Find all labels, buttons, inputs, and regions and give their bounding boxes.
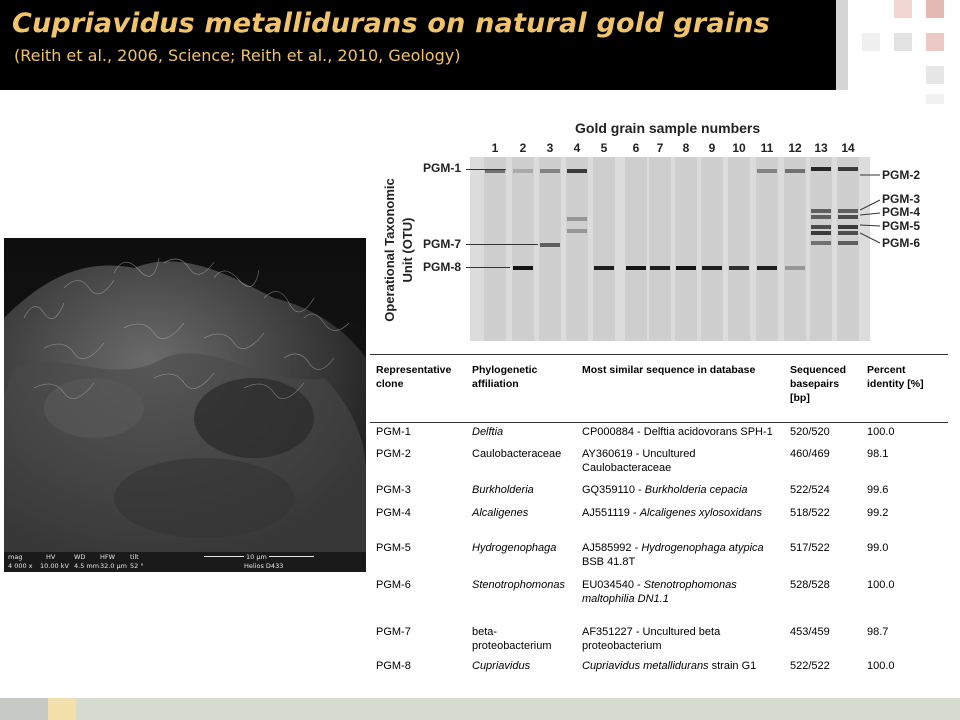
cell-basepairs: 528/528 (790, 579, 830, 591)
cell-affiliation: Stenotrophomonas (472, 579, 565, 591)
sem-caption-mag-value: 4 000 x (8, 562, 33, 570)
cell-basepairs: 517/522 (790, 542, 830, 554)
gel-lane-number: 9 (708, 141, 716, 155)
cell-basepairs: 460/469 (790, 448, 830, 460)
sem-caption-wd-label: WD (74, 553, 86, 561)
gel-band (626, 266, 646, 270)
deco-square (926, 94, 944, 104)
cell-identity: 99.2 (867, 507, 889, 519)
gel-lane (837, 157, 859, 341)
cell-identity: 98.7 (867, 626, 889, 638)
gel-lane-number: 5 (600, 141, 608, 155)
cell-clone: PGM-4 (376, 507, 411, 519)
cell-identity: 100.0 (867, 426, 895, 438)
gel-lane-number: 1 (491, 141, 499, 155)
gel-band (757, 266, 777, 270)
gel-band (757, 169, 777, 173)
cell-affiliation: Cupriavidus (472, 660, 531, 672)
th-affiliation: Phylogenetic affiliation (472, 364, 538, 390)
cell-identity: 98.1 (867, 448, 889, 460)
deco-square (894, 33, 912, 51)
gel-title: Gold grain sample numbers (575, 120, 761, 136)
cell-affiliation: Hydrogenophaga (472, 542, 557, 554)
gel-lane-number: 2 (519, 141, 527, 155)
gel-band (811, 231, 831, 235)
sem-caption-wd-value: 4.5 mm (74, 562, 100, 570)
gel-lane (701, 157, 723, 341)
cell-sequence: AJ585992 - Hydrogenophaga atypica BSB 41.8T (582, 542, 764, 568)
gel-lane-number: 13 (814, 141, 828, 155)
cell-sequence: Cupriavidus metallidurans strain G1 (582, 660, 757, 672)
cell-affiliation: Caulobacteraceae (472, 448, 562, 460)
sem-caption-mag-label: mag (8, 553, 23, 561)
cell-sequence: AY360619 - Uncultured Caulobacteraceae (582, 448, 696, 474)
cell-clone: PGM-1 (376, 426, 411, 438)
gel-lane (675, 157, 697, 341)
gel-yaxis-label (380, 160, 420, 340)
gel-label-pgm-8: PGM-8 (423, 260, 462, 274)
cell-clone: PGM-3 (376, 484, 411, 496)
sem-caption-tilt-value: 52 ° (130, 562, 144, 570)
cell-sequence: EU034540 - Stenotrophomonas maltophilia DN1.1 (582, 579, 737, 605)
gel-lane (649, 157, 671, 341)
gel-label-pgm-3: PGM-3 (882, 192, 921, 206)
gel-band (811, 209, 831, 213)
gel-lane (784, 157, 806, 341)
cell-basepairs: 520/520 (790, 426, 830, 438)
cell-affiliation: Delftia (472, 426, 504, 438)
gel-band (838, 209, 858, 213)
slide-title: Cupriavidus metallidurans on natural gold grains (12, 8, 770, 39)
gel-band (513, 169, 533, 173)
gel-label-pgm-6: PGM-6 (882, 236, 921, 250)
gel-band (838, 231, 858, 235)
table-header-rule (370, 422, 948, 423)
gel-band (811, 241, 831, 245)
sem-caption-hfw-label: HFW (100, 553, 116, 561)
title-bar-edge (836, 0, 848, 90)
gel-lane (728, 157, 750, 341)
cell-identity: 99.0 (867, 542, 889, 554)
gel-lane-number: 10 (732, 141, 746, 155)
th-identity: Percent identity [%] (867, 364, 924, 390)
gel-lane (539, 157, 561, 341)
gel-yaxis-line1: Operational Taxonomic (382, 178, 397, 322)
gel-band (785, 266, 805, 270)
sem-micrograph (4, 238, 366, 572)
gel-band (838, 167, 858, 171)
cell-affiliation: Burkholderia (472, 484, 534, 496)
deco-square (926, 66, 944, 84)
cell-identity: 100.0 (867, 579, 895, 591)
footer-block (0, 698, 48, 720)
sem-caption (4, 552, 366, 572)
gel-yaxis-svg (380, 160, 420, 340)
gel-label-pgm-2: PGM-2 (882, 168, 921, 182)
gel-band (811, 215, 831, 219)
gel-band (513, 266, 533, 270)
gel-band (838, 225, 858, 229)
gel-band (785, 169, 805, 173)
gel-band (540, 243, 560, 247)
cell-sequence: AF351227 - Uncultured beta proteobacterium (582, 626, 721, 652)
dgge-gel (470, 157, 870, 341)
instrument-label: Helios D433 (244, 562, 284, 570)
gel-band (676, 266, 696, 270)
deco-square (926, 0, 944, 18)
sem-caption-tilt-label: tilt (130, 553, 139, 561)
cell-basepairs: 522/524 (790, 484, 830, 496)
sem-caption-hfw-value: 32.0 μm (100, 562, 128, 570)
gel-band (729, 266, 749, 270)
sem-texture (4, 238, 366, 552)
th-basepairs: Sequenced basepairs [bp] (790, 364, 847, 404)
cell-sequence: CP000884 - Delftia acidovorans SPH-1 (582, 426, 773, 438)
cell-identity: 99.6 (867, 484, 889, 496)
cell-sequence: GQ359110 - Burkholderia cepacia (582, 484, 748, 496)
gel-band (594, 266, 614, 270)
cell-identity: 100.0 (867, 660, 895, 672)
gel-lane (512, 157, 534, 341)
cell-clone: PGM-8 (376, 660, 411, 672)
gel-band (811, 167, 831, 171)
gel-label-pgm-7: PGM-7 (423, 237, 462, 251)
gel-label-pgm-1: PGM-1 (423, 161, 462, 175)
gel-lane (593, 157, 615, 341)
gel-band (567, 169, 587, 173)
cell-basepairs: 518/522 (790, 507, 830, 519)
gel-lane-number: 7 (656, 141, 664, 155)
leader-pgm-7 (466, 244, 538, 245)
gel-lane (625, 157, 647, 341)
gel-lane-number: 6 (632, 141, 640, 155)
scale-bar-label: 10 μm (246, 553, 267, 561)
footer-bar (0, 698, 960, 720)
gel-lane (756, 157, 778, 341)
deco-square (926, 33, 944, 51)
gel-lane (810, 157, 832, 341)
gel-band (838, 241, 858, 245)
cell-clone: PGM-7 (376, 626, 411, 638)
leader-pgm-1 (466, 169, 506, 170)
gel-lane-number: 3 (546, 141, 554, 155)
gel-lane-number: 11 (760, 141, 774, 155)
gel-lane-number: 14 (841, 141, 855, 155)
gel-band (567, 229, 587, 233)
deco-square (894, 0, 912, 18)
cell-sequence: AJ551119 - Alcaligenes xylosoxidans (582, 507, 762, 519)
cell-basepairs: 453/459 (790, 626, 830, 638)
sem-caption-hv-value: 10.00 kV (40, 562, 69, 570)
cell-clone: PGM-2 (376, 448, 411, 460)
gel-band (702, 266, 722, 270)
cell-clone: PGM-5 (376, 542, 411, 554)
gel-label-pgm-4: PGM-4 (882, 205, 921, 219)
deco-square (862, 33, 880, 51)
gel-band (540, 169, 560, 173)
th-sequence: Most similar sequence in database (582, 364, 756, 376)
leader-pgm-8 (466, 267, 510, 268)
sem-caption-hv-label: HV (46, 553, 56, 561)
cell-affiliation: Alcaligenes (472, 507, 529, 519)
gel-lane-number: 12 (788, 141, 802, 155)
footer-accent-block (48, 698, 76, 720)
gel-lane-number: 8 (682, 141, 690, 155)
gel-band (838, 215, 858, 219)
gel-lane (566, 157, 588, 341)
gel-band (567, 217, 587, 221)
gel-lane-number: 4 (573, 141, 581, 155)
gel-label-pgm-5: PGM-5 (882, 219, 921, 233)
cell-basepairs: 522/522 (790, 660, 830, 672)
cell-clone: PGM-6 (376, 579, 411, 591)
gel-lane (484, 157, 506, 341)
gel-band (650, 266, 670, 270)
slide-subtitle: (Reith et al., 2006, Science; Reith et al., 2010, Geology) (14, 46, 461, 65)
table-top-rule (370, 354, 948, 355)
th-clone: Representative clone (376, 364, 452, 390)
gel-band (811, 225, 831, 229)
cell-affiliation: beta- proteobacterium (472, 626, 552, 652)
gel-yaxis-line2: Unit (OTU) (400, 217, 415, 283)
